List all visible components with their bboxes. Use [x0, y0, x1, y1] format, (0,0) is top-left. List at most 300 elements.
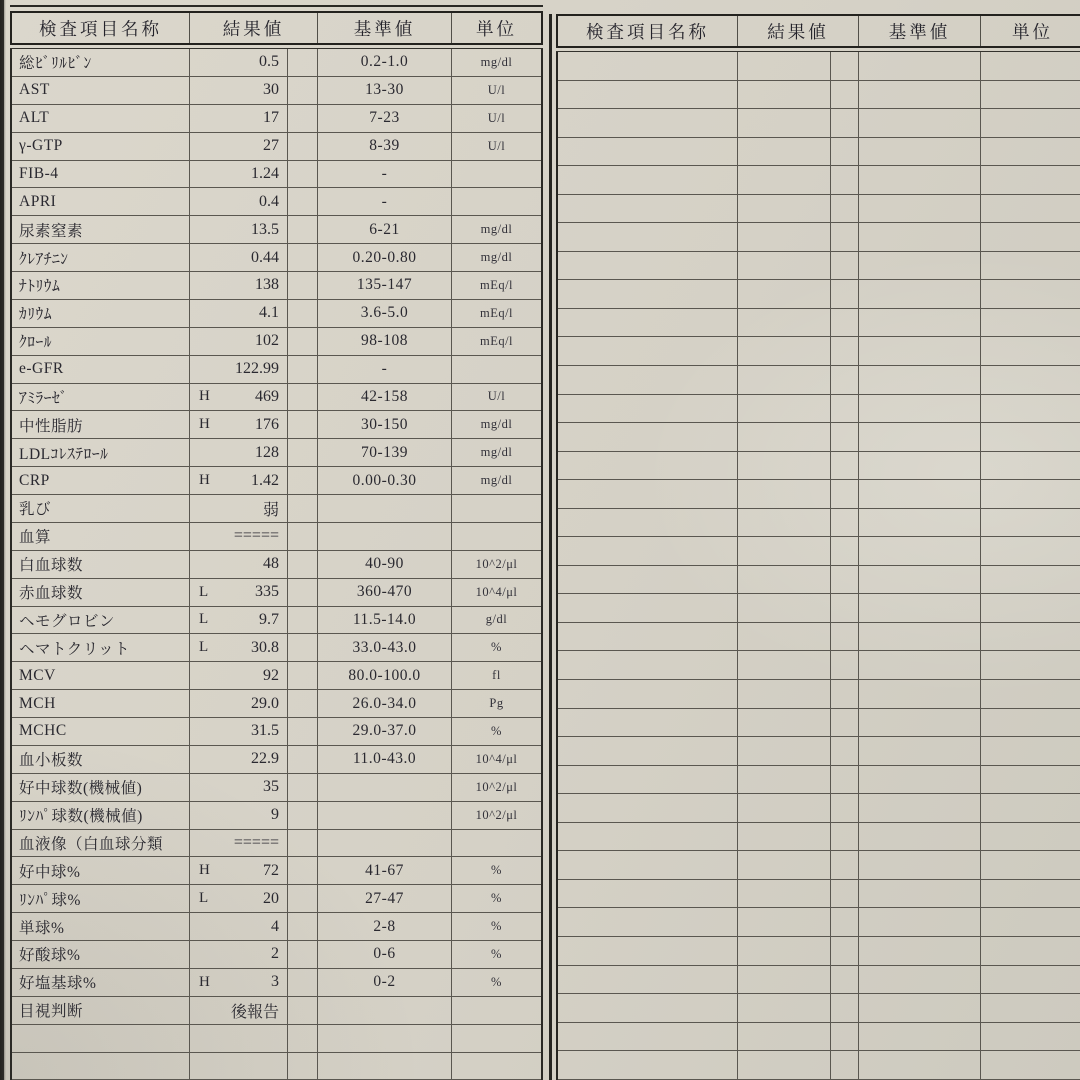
table-row: [558, 766, 1080, 795]
spacer-cell: [831, 509, 859, 537]
item-name-cell: 総ﾋﾞﾘﾙﾋﾞﾝ: [12, 49, 190, 76]
spacer-cell: [288, 913, 318, 940]
reference-cell: [859, 337, 981, 365]
table-row: [558, 709, 1080, 738]
spacer-cell: [288, 802, 318, 829]
unit-cell: [981, 1051, 1080, 1079]
reference-cell: 41-67: [318, 857, 452, 884]
result-cell: [190, 495, 288, 522]
spacer-cell: [288, 411, 318, 438]
result-value: 0.5: [259, 53, 279, 71]
table-row: [12, 411, 541, 439]
result-cell: [190, 746, 288, 773]
reference-cell: [859, 452, 981, 480]
result-value: 30.8: [251, 638, 279, 656]
table-row: [558, 994, 1080, 1023]
reference-cell: 135-147: [318, 272, 452, 299]
reference-cell: 11.0-43.0: [318, 746, 452, 773]
spacer-cell: [831, 966, 859, 994]
result-value: 1.24: [251, 164, 279, 182]
reference-cell: [859, 1051, 981, 1079]
table-row: [558, 623, 1080, 652]
spacer-cell: [831, 280, 859, 308]
table-row: [12, 272, 541, 300]
unit-cell: 10^2/μl: [475, 779, 518, 794]
item-name-cell: 好中球%: [12, 857, 190, 884]
table-row: [12, 300, 541, 328]
item-name-cell: [558, 566, 738, 594]
result-cell: [738, 709, 831, 737]
spacer-cell: [831, 1023, 859, 1051]
reference-cell: 8-39: [318, 133, 452, 160]
table-row: [558, 309, 1080, 338]
spacer-cell: [831, 423, 859, 451]
table-row: [558, 594, 1080, 623]
table-row: [12, 384, 541, 412]
unit-cell: 10^2/μl: [475, 556, 518, 571]
result-cell: [190, 690, 288, 717]
spacer-cell: [288, 49, 318, 76]
item-name-cell: ALT: [12, 105, 190, 132]
table-row: [12, 1053, 541, 1080]
item-name-cell: [558, 423, 738, 451]
result-value: 72: [263, 861, 279, 879]
spacer-cell: [288, 830, 318, 857]
reference-cell: [318, 774, 452, 801]
reference-cell: [859, 651, 981, 679]
result-value: 4.1: [259, 304, 279, 322]
spacer-cell: [288, 105, 318, 132]
table-row: [12, 607, 541, 635]
item-name-cell: [558, 52, 738, 80]
table-row: [12, 718, 541, 746]
table-row: [558, 423, 1080, 452]
spacer-cell: [288, 328, 318, 355]
table-row: [12, 885, 541, 913]
column-header-reference: 基準値: [318, 13, 452, 43]
unit-cell: g/dl: [485, 612, 508, 627]
result-cell: [190, 188, 288, 215]
result-cell: [190, 718, 288, 745]
right-table-rows: [556, 52, 1080, 1080]
result-cell: [190, 439, 288, 466]
result-cell: [190, 328, 288, 355]
result-cell: [738, 594, 831, 622]
spacer-cell: [831, 480, 859, 508]
unit-cell: %: [491, 946, 502, 961]
result-value: 22.9: [251, 750, 279, 768]
result-cell: [738, 337, 831, 365]
item-name-cell: ｱﾐﾗｰｾﾞ: [12, 384, 190, 411]
reference-cell: -: [318, 188, 452, 215]
spacer-cell: [831, 252, 859, 280]
abnormal-flag: L: [199, 583, 209, 600]
table-row: [12, 913, 541, 941]
reference-cell: [859, 680, 981, 708]
unit-cell: [981, 166, 1080, 194]
spacer-cell: [288, 941, 318, 968]
item-name-cell: 血液像（白血球分類: [12, 830, 190, 857]
item-name-cell: [558, 195, 738, 223]
unit-cell: U/l: [487, 110, 506, 125]
spacer-cell: [831, 994, 859, 1022]
result-cell: [738, 138, 831, 166]
table-row: [558, 52, 1080, 81]
result-cell: [190, 941, 288, 968]
unit-cell: [981, 937, 1080, 965]
table-row: [12, 969, 541, 997]
reference-cell: [859, 423, 981, 451]
reference-cell: [859, 195, 981, 223]
unit-cell: [981, 81, 1080, 109]
result-cell: [738, 537, 831, 565]
reference-cell: [859, 566, 981, 594]
table-row: [558, 81, 1080, 110]
table-row: [558, 937, 1080, 966]
reference-cell: 3.6-5.0: [318, 300, 452, 327]
unit-cell: [981, 908, 1080, 936]
spacer-cell: [288, 1025, 318, 1052]
spacer-cell: [288, 607, 318, 634]
result-value: 102: [255, 332, 279, 350]
spacer-cell: [831, 908, 859, 936]
spacer-cell: [831, 337, 859, 365]
result-cell: [738, 966, 831, 994]
spacer-cell: [288, 467, 318, 494]
unit-cell: [981, 138, 1080, 166]
result-cell: [738, 366, 831, 394]
table-row: [558, 680, 1080, 709]
unit-cell: [452, 523, 541, 550]
result-value: 335: [255, 583, 279, 601]
column-header-item-name: 検査項目名称: [12, 13, 190, 43]
table-row: [558, 109, 1080, 138]
result-cell: [738, 823, 831, 851]
item-name-cell: γ-GTP: [12, 133, 190, 160]
reference-cell: [859, 937, 981, 965]
result-cell: [738, 766, 831, 794]
table-row: [12, 439, 541, 467]
table-row: [558, 566, 1080, 595]
unit-cell: [981, 851, 1080, 879]
unit-cell: [981, 309, 1080, 337]
unit-cell: [981, 566, 1080, 594]
item-name-cell: [558, 452, 738, 480]
result-cell: [190, 49, 288, 76]
reference-cell: [859, 109, 981, 137]
result-value: 後報告: [230, 1003, 279, 1021]
unit-cell: [981, 423, 1080, 451]
left-table-rows: [10, 49, 543, 1080]
item-name-cell: [558, 851, 738, 879]
spacer-cell: [288, 690, 318, 717]
result-cell: [190, 77, 288, 104]
result-cell: [190, 384, 288, 411]
unit-cell: [981, 252, 1080, 280]
abnormal-flag: H: [199, 472, 210, 489]
reference-cell: [859, 966, 981, 994]
item-name-cell: [558, 937, 738, 965]
column-header-item-name: 検査項目名称: [558, 16, 738, 46]
table-row: [558, 509, 1080, 538]
table-row: [12, 634, 541, 662]
result-cell: [738, 280, 831, 308]
result-cell: [738, 908, 831, 936]
result-cell: [738, 737, 831, 765]
unit-cell: [981, 280, 1080, 308]
spacer-cell: [288, 77, 318, 104]
unit-cell: U/l: [487, 82, 506, 97]
result-value: 0.4: [259, 192, 279, 210]
table-row: [12, 662, 541, 690]
result-cell: [190, 1025, 288, 1052]
result-value: 4: [271, 917, 279, 935]
reference-cell: 0-6: [318, 941, 452, 968]
reference-cell: [859, 366, 981, 394]
spacer-cell: [288, 551, 318, 578]
reference-cell: 11.5-14.0: [318, 607, 452, 634]
item-name-cell: [558, 651, 738, 679]
reference-cell: 29.0-37.0: [318, 718, 452, 745]
item-name-cell: ヘマトクリット: [12, 634, 190, 661]
result-value: 122.99: [235, 360, 279, 378]
result-cell: [738, 994, 831, 1022]
item-name-cell: 好塩基球%: [12, 969, 190, 996]
unit-cell: [981, 366, 1080, 394]
item-name-cell: FIB-4: [12, 161, 190, 188]
column-header-unit: 単位: [476, 18, 517, 39]
result-value: 20: [263, 889, 279, 907]
item-name-cell: 尿素窒素: [12, 216, 190, 243]
spacer-cell: [831, 937, 859, 965]
result-cell: [738, 651, 831, 679]
reference-cell: 80.0-100.0: [318, 662, 452, 689]
table-row: [558, 1023, 1080, 1052]
result-cell: [738, 509, 831, 537]
result-cell: [738, 395, 831, 423]
reference-cell: [859, 709, 981, 737]
table-row: [12, 690, 541, 718]
unit-cell: %: [491, 723, 502, 738]
item-name-cell: 中性脂肪: [12, 411, 190, 438]
unit-cell: [452, 830, 541, 857]
left-table-header: [10, 11, 543, 45]
item-name-cell: LDLｺﾚｽﾃﾛｰﾙ: [12, 439, 190, 466]
result-value: 9: [271, 806, 279, 824]
result-cell: [190, 216, 288, 243]
result-cell: [738, 623, 831, 651]
reference-cell: -: [318, 356, 452, 383]
reference-cell: [859, 480, 981, 508]
item-name-cell: APRI: [12, 188, 190, 215]
spacer-cell: [831, 851, 859, 879]
unit-cell: [981, 680, 1080, 708]
unit-cell: [981, 994, 1080, 1022]
item-name-cell: 好中球数(機械値): [12, 774, 190, 801]
unit-cell: [452, 997, 541, 1024]
result-cell: [190, 969, 288, 996]
reference-cell: [859, 509, 981, 537]
reference-cell: [859, 880, 981, 908]
unit-cell: mEq/l: [479, 305, 514, 320]
spacer-cell: [288, 1053, 318, 1080]
item-name-cell: [558, 395, 738, 423]
item-name-cell: [558, 480, 738, 508]
table-row: [558, 480, 1080, 509]
item-name-cell: [558, 223, 738, 251]
spacer-cell: [288, 495, 318, 522]
unit-cell: U/l: [487, 389, 506, 404]
unit-cell: mg/dl: [480, 473, 513, 488]
item-name-cell: ｸﾚｱﾁﾆﾝ: [12, 244, 190, 271]
table-row: [12, 105, 541, 133]
spacer-cell: [288, 579, 318, 606]
item-name-cell: 赤血球数: [12, 579, 190, 606]
table-row: [558, 794, 1080, 823]
spacer-cell: [831, 766, 859, 794]
reference-cell: 33.0-43.0: [318, 634, 452, 661]
table-row: [558, 138, 1080, 167]
spacer-cell: [831, 52, 859, 80]
abnormal-flag: H: [199, 862, 210, 879]
reference-cell: 2-8: [318, 913, 452, 940]
unit-cell: mEq/l: [479, 333, 514, 348]
item-name-cell: [558, 81, 738, 109]
reference-cell: [859, 1023, 981, 1051]
result-cell: [190, 551, 288, 578]
item-name-cell: [558, 337, 738, 365]
spacer-cell: [288, 384, 318, 411]
result-cell: [738, 680, 831, 708]
reference-cell: [859, 52, 981, 80]
result-cell: [738, 452, 831, 480]
unit-cell: mg/dl: [480, 417, 513, 432]
reference-cell: 98-108: [318, 328, 452, 355]
unit-cell: [981, 337, 1080, 365]
reference-cell: -: [318, 161, 452, 188]
table-row: [558, 1051, 1080, 1080]
item-name-cell: 血算: [12, 523, 190, 550]
result-value: 35: [263, 778, 279, 796]
result-cell: [190, 467, 288, 494]
item-name-cell: 目視判断: [12, 997, 190, 1024]
spacer-cell: [288, 997, 318, 1024]
table-row: [12, 467, 541, 495]
reference-cell: [318, 1053, 452, 1080]
item-name-cell: [558, 794, 738, 822]
result-value: 29.0: [251, 694, 279, 712]
reference-cell: [318, 523, 452, 550]
result-cell: [190, 272, 288, 299]
result-cell: [738, 880, 831, 908]
result-value: 27: [263, 137, 279, 155]
table-row: [12, 523, 541, 551]
result-cell: [738, 566, 831, 594]
table-row: [12, 77, 541, 105]
unit-cell: [452, 495, 541, 522]
result-cell: [190, 300, 288, 327]
item-name-cell: [558, 309, 738, 337]
reference-cell: 13-30: [318, 77, 452, 104]
unit-cell: [981, 223, 1080, 251]
table-row: [12, 746, 541, 774]
reference-cell: [859, 166, 981, 194]
result-cell: [738, 423, 831, 451]
result-value: 弱: [262, 501, 279, 519]
unit-cell: [981, 52, 1080, 80]
reference-cell: [859, 851, 981, 879]
result-value: 48: [263, 555, 279, 573]
result-cell: [190, 411, 288, 438]
reference-cell: 0.20-0.80: [318, 244, 452, 271]
reference-cell: [859, 138, 981, 166]
item-name-cell: [12, 1053, 190, 1080]
spacer-cell: [831, 223, 859, 251]
item-name-cell: [558, 966, 738, 994]
item-name-cell: MCH: [12, 690, 190, 717]
item-name-cell: ﾘﾝﾊﾟ球%: [12, 885, 190, 912]
reference-cell: [859, 766, 981, 794]
unit-cell: %: [491, 919, 502, 934]
table-row: [558, 252, 1080, 281]
unit-cell: U/l: [487, 138, 506, 153]
unit-cell: 10^4/μl: [475, 751, 518, 766]
reference-cell: [318, 1025, 452, 1052]
table-row: [12, 356, 541, 384]
spacer-cell: [288, 857, 318, 884]
reference-cell: [859, 395, 981, 423]
item-name-cell: [558, 366, 738, 394]
spacer-cell: [831, 195, 859, 223]
unit-cell: [981, 537, 1080, 565]
unit-cell: [981, 509, 1080, 537]
reference-cell: 26.0-34.0: [318, 690, 452, 717]
table-row: [558, 195, 1080, 224]
abnormal-flag: L: [199, 611, 209, 628]
spacer-cell: [288, 662, 318, 689]
unit-cell: mg/dl: [480, 250, 513, 265]
reference-cell: [859, 908, 981, 936]
item-name-cell: [558, 680, 738, 708]
reference-cell: [318, 495, 452, 522]
abnormal-flag: H: [199, 973, 210, 990]
table-row: [12, 216, 541, 244]
item-name-cell: [558, 252, 738, 280]
item-name-cell: [558, 994, 738, 1022]
item-name-cell: MCV: [12, 662, 190, 689]
item-name-cell: [558, 138, 738, 166]
result-cell: [190, 885, 288, 912]
result-value: 30: [263, 81, 279, 99]
item-name-cell: ヘモグロビン: [12, 607, 190, 634]
spacer-cell: [831, 680, 859, 708]
result-cell: [190, 244, 288, 271]
table-row: [12, 579, 541, 607]
spacer-cell: [288, 300, 318, 327]
unit-cell: %: [491, 891, 502, 906]
table-row: [12, 133, 541, 161]
spacer-cell: [831, 880, 859, 908]
result-cell: [190, 997, 288, 1024]
lab-report-sheet: [4, 0, 1080, 1080]
column-header-result: 結果値: [738, 16, 859, 46]
column-header-unit: 単位: [1012, 21, 1053, 42]
unit-cell: [981, 623, 1080, 651]
spacer-cell: [831, 823, 859, 851]
unit-cell: [981, 109, 1080, 137]
unit-cell: [981, 452, 1080, 480]
item-name-cell: 血小板数: [12, 746, 190, 773]
